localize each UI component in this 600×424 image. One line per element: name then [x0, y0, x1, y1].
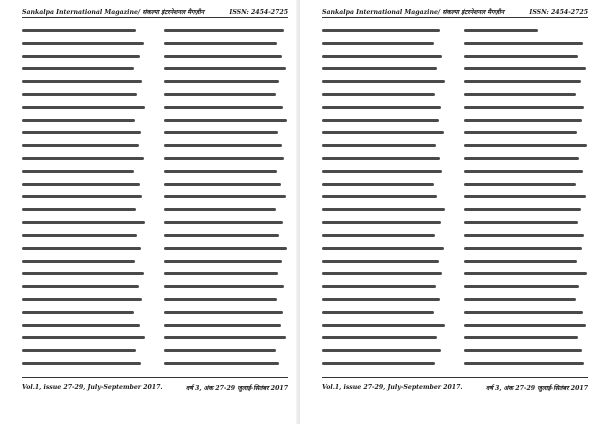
text-line — [322, 332, 446, 345]
text-line — [22, 62, 146, 75]
text-line — [22, 101, 146, 114]
text-line — [22, 344, 146, 357]
text-line — [322, 127, 446, 140]
text-line — [164, 216, 288, 229]
text-line — [22, 229, 146, 242]
text-line — [464, 75, 588, 88]
text-columns — [322, 24, 588, 370]
text-column — [22, 24, 146, 370]
volume-hindi: वर्ष 3, अंक 27-29 जुलाई-सितंबर 2017 — [185, 384, 288, 392]
text-line — [322, 293, 446, 306]
text-line — [22, 165, 146, 178]
text-line — [464, 101, 588, 114]
text-line — [322, 357, 446, 370]
text-line — [22, 37, 146, 50]
text-line — [322, 178, 446, 191]
text-line — [164, 127, 288, 140]
text-line — [22, 306, 146, 319]
text-line — [464, 62, 588, 75]
text-line — [164, 114, 288, 127]
footer-rule — [22, 377, 288, 378]
text-line — [464, 216, 588, 229]
text-line — [164, 255, 288, 268]
text-line — [464, 242, 588, 255]
page-right — [300, 0, 600, 424]
volume-english: Vol.1, issue 27-29, July-September 2017. — [322, 383, 463, 391]
text-line — [464, 203, 588, 216]
text-line — [164, 293, 288, 306]
issn-label: ISSN: 2454-2725 — [229, 9, 288, 16]
text-line — [22, 191, 146, 204]
text-line — [464, 127, 588, 140]
text-line — [322, 229, 446, 242]
text-line — [322, 101, 446, 114]
text-line — [322, 165, 446, 178]
text-line — [164, 242, 288, 255]
text-line — [164, 306, 288, 319]
text-line — [322, 216, 446, 229]
text-column — [464, 24, 588, 370]
text-line — [22, 88, 146, 101]
text-line — [322, 114, 446, 127]
text-line — [164, 178, 288, 191]
page-footer — [322, 381, 588, 393]
text-line — [22, 216, 146, 229]
text-line — [322, 267, 446, 280]
text-line — [164, 280, 288, 293]
text-line — [322, 139, 446, 152]
text-line — [22, 280, 146, 293]
text-line — [464, 114, 588, 127]
text-line — [322, 62, 446, 75]
text-line — [322, 88, 446, 101]
text-line — [164, 37, 288, 50]
text-line — [322, 319, 446, 332]
text-line — [22, 114, 146, 127]
text-line — [464, 280, 588, 293]
text-line — [464, 293, 588, 306]
text-line — [164, 319, 288, 332]
text-line — [22, 267, 146, 280]
text-line — [464, 332, 588, 345]
text-line — [464, 152, 588, 165]
text-line — [22, 203, 146, 216]
text-line — [164, 344, 288, 357]
text-line — [164, 191, 288, 204]
text-line — [22, 139, 146, 152]
volume-english: Vol.1, issue 27-29, July-September 2017. — [22, 383, 163, 391]
page-header — [22, 4, 288, 16]
text-line — [322, 152, 446, 165]
text-line — [322, 255, 446, 268]
text-columns — [22, 24, 288, 370]
text-line — [164, 357, 288, 370]
text-line — [322, 75, 446, 88]
text-column — [164, 24, 288, 370]
text-line — [322, 191, 446, 204]
text-line — [464, 37, 588, 50]
text-line — [164, 267, 288, 280]
text-line — [322, 203, 446, 216]
text-line — [164, 229, 288, 242]
text-line — [22, 319, 146, 332]
text-column — [322, 24, 446, 370]
text-line — [22, 152, 146, 165]
text-line — [164, 62, 288, 75]
text-line — [22, 178, 146, 191]
text-line — [164, 75, 288, 88]
text-line — [464, 88, 588, 101]
text-line — [164, 165, 288, 178]
text-line — [464, 191, 588, 204]
page-footer — [22, 381, 288, 393]
text-line — [164, 50, 288, 63]
text-line — [164, 152, 288, 165]
text-line — [464, 319, 588, 332]
text-line — [322, 280, 446, 293]
text-line — [22, 127, 146, 140]
text-line — [322, 24, 446, 37]
text-line — [464, 178, 588, 191]
text-line — [164, 24, 288, 37]
text-line — [22, 357, 146, 370]
text-line — [464, 50, 588, 63]
text-line — [164, 88, 288, 101]
text-line — [464, 267, 588, 280]
text-line — [22, 293, 146, 306]
footer-rule — [322, 377, 588, 378]
text-line — [22, 332, 146, 345]
text-line — [164, 101, 288, 114]
journal-title: Sankalpa International Magazine/ संकल्पा इंटरनेशनल मैगज़ीन — [322, 9, 505, 16]
volume-hindi: वर्ष 3, अंक 27-29 जुलाई-सितंबर 2017 — [485, 384, 588, 392]
text-line — [22, 242, 146, 255]
journal-title: Sankalpa International Magazine/ संकल्पा इंटरनेशनल मैगज़ीन — [22, 9, 205, 16]
text-line — [464, 229, 588, 242]
text-line — [322, 37, 446, 50]
page-header — [322, 4, 588, 16]
text-line — [464, 344, 588, 357]
text-line — [464, 357, 588, 370]
text-line — [464, 139, 588, 152]
text-line — [464, 24, 588, 37]
header-rule — [22, 17, 288, 18]
text-line — [464, 165, 588, 178]
text-line — [322, 50, 446, 63]
text-line — [22, 255, 146, 268]
header-rule — [322, 17, 588, 18]
text-line — [322, 242, 446, 255]
text-line — [322, 344, 446, 357]
text-line — [22, 24, 146, 37]
text-line — [464, 255, 588, 268]
text-line — [164, 203, 288, 216]
issn-label: ISSN: 2454-2725 — [529, 9, 588, 16]
text-line — [22, 50, 146, 63]
text-line — [464, 306, 588, 319]
text-line — [22, 75, 146, 88]
text-line — [164, 332, 288, 345]
text-line — [322, 306, 446, 319]
text-line — [164, 139, 288, 152]
